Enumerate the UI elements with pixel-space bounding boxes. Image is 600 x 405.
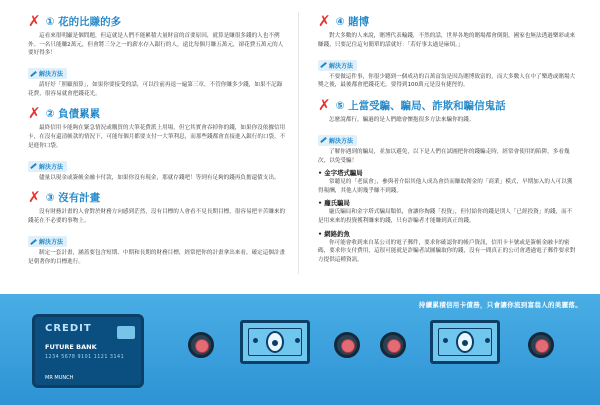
card-bank: FUTURE BANK bbox=[45, 343, 97, 351]
scam-body-pyramid: 常聽見的「老鼠會」，參與者介紹其他人成為會員而賺取佣金的「商業」模式，早期加入的人可以獲得報酬，其他人則幾乎賺不到錢。 bbox=[318, 179, 573, 194]
section-3-body: 沒有財務計畫的人會對於財務方向感到茫然，沒有目標的人會看不見長期目標，很容易把辛苦賺來的錢花在不必要的事物上。 bbox=[28, 209, 286, 224]
pen-icon bbox=[30, 163, 37, 169]
banknote-seal-icon bbox=[266, 331, 284, 353]
scam-body-ponzi: 龐氏騙局和金字塔式騙局類似，會讓你掏錢「投資」，但付給你的錢是別人「已經投資」的錢，而不是用來來的投資獲利賺來的錢，只有詐騙者才能賺到真正的錢。 bbox=[318, 209, 573, 224]
footer-caption: 持續累積信用卡債務，只會讓你流到富翁人的美麗落。 bbox=[418, 301, 582, 309]
section-5-title: ⑤ 上當受騙、騙局、詐欺和騙信鬼話 bbox=[335, 99, 506, 112]
section-5-body: 怎麼說都行，騙過的是人們總會懷抱很多方法來騙你的錢。 bbox=[329, 116, 475, 123]
section-2-solution: 儘量以現金或簽帳金融卡付款，如果你沒有現金，那就存錢吧！等到有足夠的錢再負擔還債支出。 bbox=[39, 174, 280, 181]
x-mark-icon: ✗ bbox=[28, 12, 41, 30]
pen-icon bbox=[320, 137, 327, 143]
section-4-body: 對大多數的人來說，賭博代表輸錢，不然的話，世界各地的賭場都會倒閉，國家也無法透過樂彩或來賺錢，只要記住這句簡單的話就好：「若好事太過是麻煩。」 bbox=[318, 33, 576, 48]
solution-label: 解決方法 bbox=[39, 163, 64, 171]
section-3 bbox=[28, 190, 286, 266]
banknote-seal-icon bbox=[456, 331, 474, 353]
x-mark-icon: ✗ bbox=[28, 104, 41, 123]
section-4-title: ④ 賭博 bbox=[335, 16, 370, 28]
section-4-header bbox=[318, 14, 576, 29]
x-mark-icon: ✗ bbox=[318, 12, 331, 30]
pen-icon bbox=[30, 239, 37, 245]
solution-tag bbox=[28, 236, 67, 247]
banknote-dot-icon bbox=[485, 338, 490, 343]
scam-body-phishing: 你可能會收到來自某公司的電子郵件，要求你確認你的帳戶資訊，信用卡卡號或是簽帳金融卡的密碼，要求你支付費用，這很可能就是詐騙者試圖騙取你的錢，沒有一間真正的公司會透過電子郵件要求對方提供這種資訊。 bbox=[318, 239, 576, 263]
scam-heading-phishing: • 網路釣魚 bbox=[318, 229, 350, 238]
solution-tag bbox=[28, 68, 67, 79]
section-5-header bbox=[318, 95, 576, 114]
solution-tag bbox=[28, 161, 67, 172]
solution-label: 解決方法 bbox=[39, 71, 64, 79]
section-4-solution: 不要做這件事，你很少聽到一個成功的百萬富翁是因為賭博致富的，而大多數人在中了樂透或賭場大獎之後，最後都會把錢花光，要得到100萬元是沒有捷徑的。 bbox=[318, 73, 576, 89]
solution-label: 解決方法 bbox=[329, 137, 354, 145]
coin-icon bbox=[188, 332, 214, 358]
section-2 bbox=[28, 106, 286, 182]
section-1-header bbox=[28, 14, 286, 29]
section-2-title: ② 負債累累 bbox=[45, 108, 101, 121]
section-5 bbox=[318, 95, 576, 264]
scam-heading-ponzi: • 龐氏騙局 bbox=[318, 199, 350, 208]
card-number: 1234 5678 9101 1121 3141 bbox=[45, 355, 125, 360]
section-3-title: ③ 沒有計畫 bbox=[45, 192, 101, 205]
section-4 bbox=[318, 14, 576, 90]
banknote-dot-icon bbox=[253, 338, 258, 343]
section-5-solution: 了解你遇到的騙局，並加以避免，以下是人們在試圖把你的錢騙走時，經常會使用的陷阱，多看幾次，以免受騙！ bbox=[318, 148, 570, 164]
section-1 bbox=[28, 14, 286, 98]
section-2-body: 最終信用卡能夠在緊急情況或購買的大筆花費派上用場，但它其實會吞掉你的錢，如果你沒依據信用卡，在沒有還清帳款的情況下，可能每個月都要支付一大筆利息，而那些錢都會直接進入銀行的口袋，不是進你口袋。 bbox=[28, 125, 286, 149]
credit-card-illustration bbox=[32, 314, 144, 388]
left-column bbox=[28, 14, 286, 274]
solution-tag bbox=[318, 135, 357, 146]
x-mark-icon: ✗ bbox=[28, 188, 41, 207]
section-1-body: 這看來很明顯是個問題，但這就是人們不能累積大量財富的首要原因，就算是賺很多錢的人也不例外。一名只能賺2萬元，但會將三分之一的薪水存入銀行的人，遠比每個月賺五萬元，卻花費五萬元的人要好得多！ bbox=[28, 33, 284, 57]
banknote-dot-icon bbox=[295, 338, 300, 343]
footer-illustration bbox=[0, 294, 600, 405]
banknote-icon bbox=[430, 320, 500, 364]
section-1-solution: 請好好「照顧預算」，如果你要接受的話，可以往前再退一遍第三章，不管你賺多少錢，如果不記錄花費，很容易就會把錢花光。 bbox=[28, 82, 283, 97]
x-mark-icon: ✗ bbox=[318, 95, 331, 114]
solution-label: 解決方法 bbox=[329, 62, 354, 70]
section-1-title: ① 花的比賺的多 bbox=[45, 16, 122, 28]
solution-label: 解決方法 bbox=[39, 239, 64, 247]
pen-icon bbox=[320, 62, 327, 68]
coin-icon bbox=[334, 332, 360, 358]
card-chip-icon bbox=[117, 326, 135, 339]
pen-icon bbox=[30, 71, 37, 77]
coin-icon bbox=[380, 332, 406, 358]
banknote-icon bbox=[240, 320, 310, 364]
section-2-header bbox=[28, 106, 286, 121]
right-column bbox=[318, 14, 576, 272]
section-3-solution: 制定一套計畫，涵蓋要包含短期、中期和長期的財務目標，經常把你的計畫拿出來看，確定這個計畫是朝著你的目標進行。 bbox=[28, 250, 286, 265]
solution-tag bbox=[318, 60, 357, 71]
banknote-dot-icon bbox=[443, 338, 448, 343]
card-name: MR MUNCH bbox=[45, 375, 74, 381]
card-title: CREDIT bbox=[45, 323, 92, 334]
scam-heading-pyramid: • 金字塔式騙局 bbox=[318, 169, 363, 178]
section-3-header bbox=[28, 190, 286, 205]
column-divider bbox=[298, 12, 299, 274]
coin-icon bbox=[528, 332, 554, 358]
